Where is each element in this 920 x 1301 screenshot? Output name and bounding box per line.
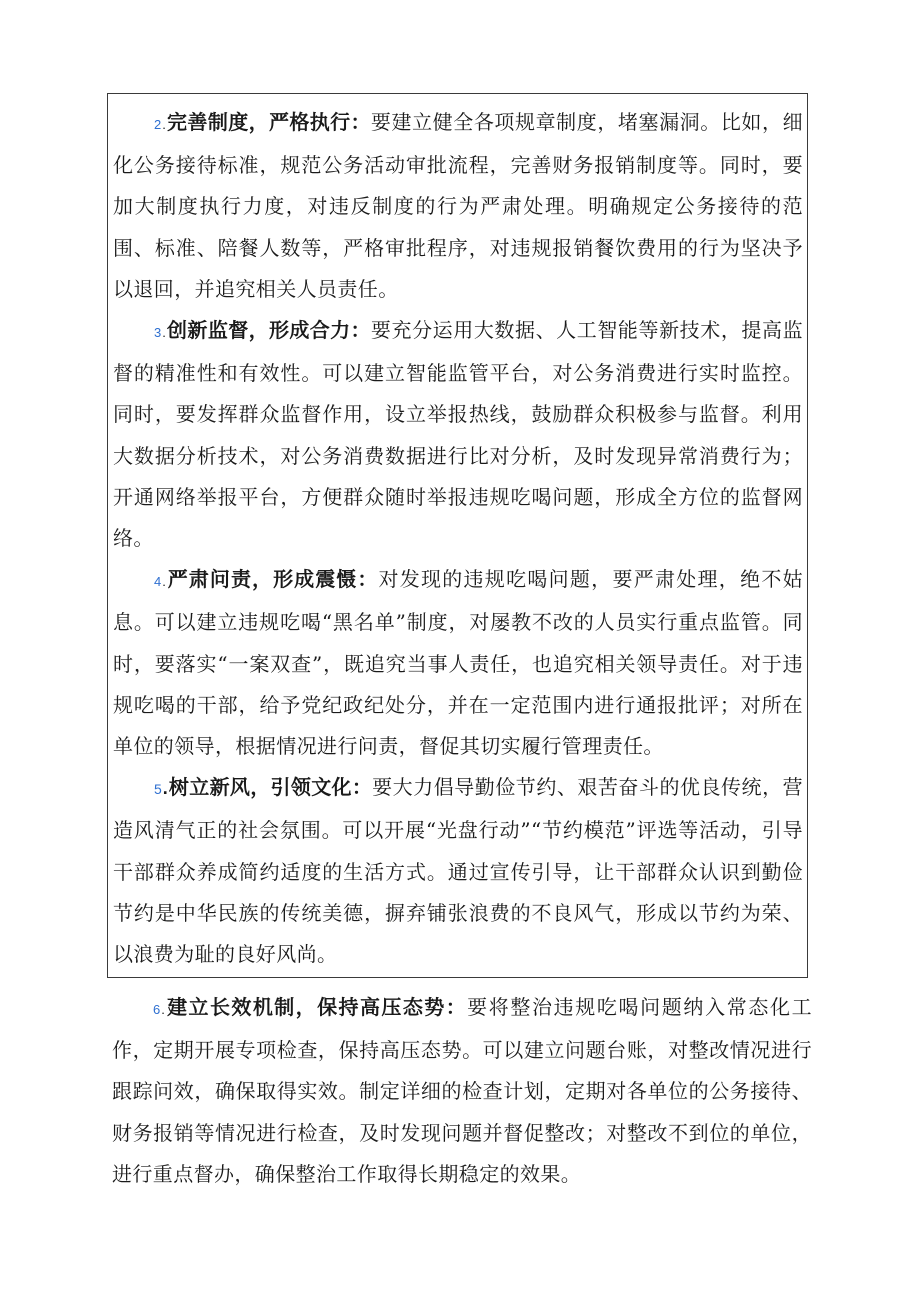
paragraph-item-2 — [113, 102, 803, 310]
paragraph-item-4 — [113, 559, 803, 767]
item-heading: 完善制度，严格执行： — [166, 110, 371, 134]
item-separator: . — [162, 117, 166, 132]
unboxed-text-block — [112, 987, 812, 1195]
item-number: 2 — [154, 117, 162, 132]
item-heading: 严肃问责，形成震慑： — [166, 567, 379, 592]
bordered-text-box — [107, 93, 808, 978]
item-number: 4 — [154, 574, 162, 590]
item-body: 要将整治违规吃喝问题纳入常态化工作，定期开展专项检查，保持高压态势。可以建立问题台账，对整改情况进行跟踪问效，确保取得实效。制定详细的检查计划，定期对各单位的公务接待、财务报销等情况进行检查，及时发现问题并督促整改；对整改不到位的单位，进行重点督办，确保整治工作取得长期稳定的效果。 — [112, 995, 812, 1186]
item-body: 要建立健全各项规章制度，堵塞漏洞。比如，细化公务接待标准，规范公务活动审批流程，完善财务报销制度等。同时，要加大制度执行力度，对违反制度的行为严肃处理。明确规定公务接待的范围、标准、陪餐人数等，严格审批程序，对违规报销餐饮费用的行为坚决予以退回，并追究相关人员责任。 — [113, 110, 804, 301]
item-number: 6 — [153, 1002, 161, 1017]
item-heading: 建立长效机制，保持高压态势： — [165, 995, 468, 1019]
item-separator: . — [162, 325, 166, 341]
item-heading: 树立新风，引领文化： — [168, 775, 373, 800]
item-body: 要大力倡导勤俭节约、艰苦奋斗的优良传统，营造风清气正的社会氛围。可以开展“光盘行动”“节约模范”评选等活动，引导干部群众养成简约适度的生活方式。通过宣传引导，让干部群众认识到勤俭节约是中华民族的传统美德，摒弃铺张浪费的不良风气，形成以节约为荣、以浪费为耻的良好风尚。 — [113, 775, 803, 967]
item-body: 要充分运用大数据、人工智能等新技术，提高监督的精准性和有效性。可以建立智能监管平台，对公务消费进行实时监控。同时，要发挥群众监督作用，设立举报热线，鼓励群众积极参与监督。利用大数据分析技术，对公务消费数据进行比对分析，及时发现异常消费行为；开通网络举报平台，方便群众随时举报违规吃喝问题，形成全方位的监督网络。 — [113, 318, 804, 551]
item-separator: . — [162, 574, 166, 590]
item-separator: . — [162, 778, 168, 799]
item-body: 对发现的违规吃喝问题，要严肃处理，绝不姑息。可以建立违规吃喝“黑名单”制度，对屡教不改的人员实行重点监管。同时，要落实“一案双查”，既追究当事人责任，也追究相关领导责任。对于违规吃喝的干部，给予党纪政纪处分，并在一定范围内进行通报批评；对所在单位的领导，根据情况进行问责，督促其切实履行管理责任。 — [113, 567, 804, 759]
item-separator: . — [161, 1002, 165, 1017]
item-heading: 创新监督，形成合力： — [166, 318, 371, 343]
item-number: 3 — [154, 325, 162, 341]
paragraph-item-5 — [113, 767, 803, 975]
paragraph-item-3 — [113, 310, 803, 559]
paragraph-item-6 — [112, 987, 812, 1195]
item-number: 5 — [154, 781, 162, 798]
